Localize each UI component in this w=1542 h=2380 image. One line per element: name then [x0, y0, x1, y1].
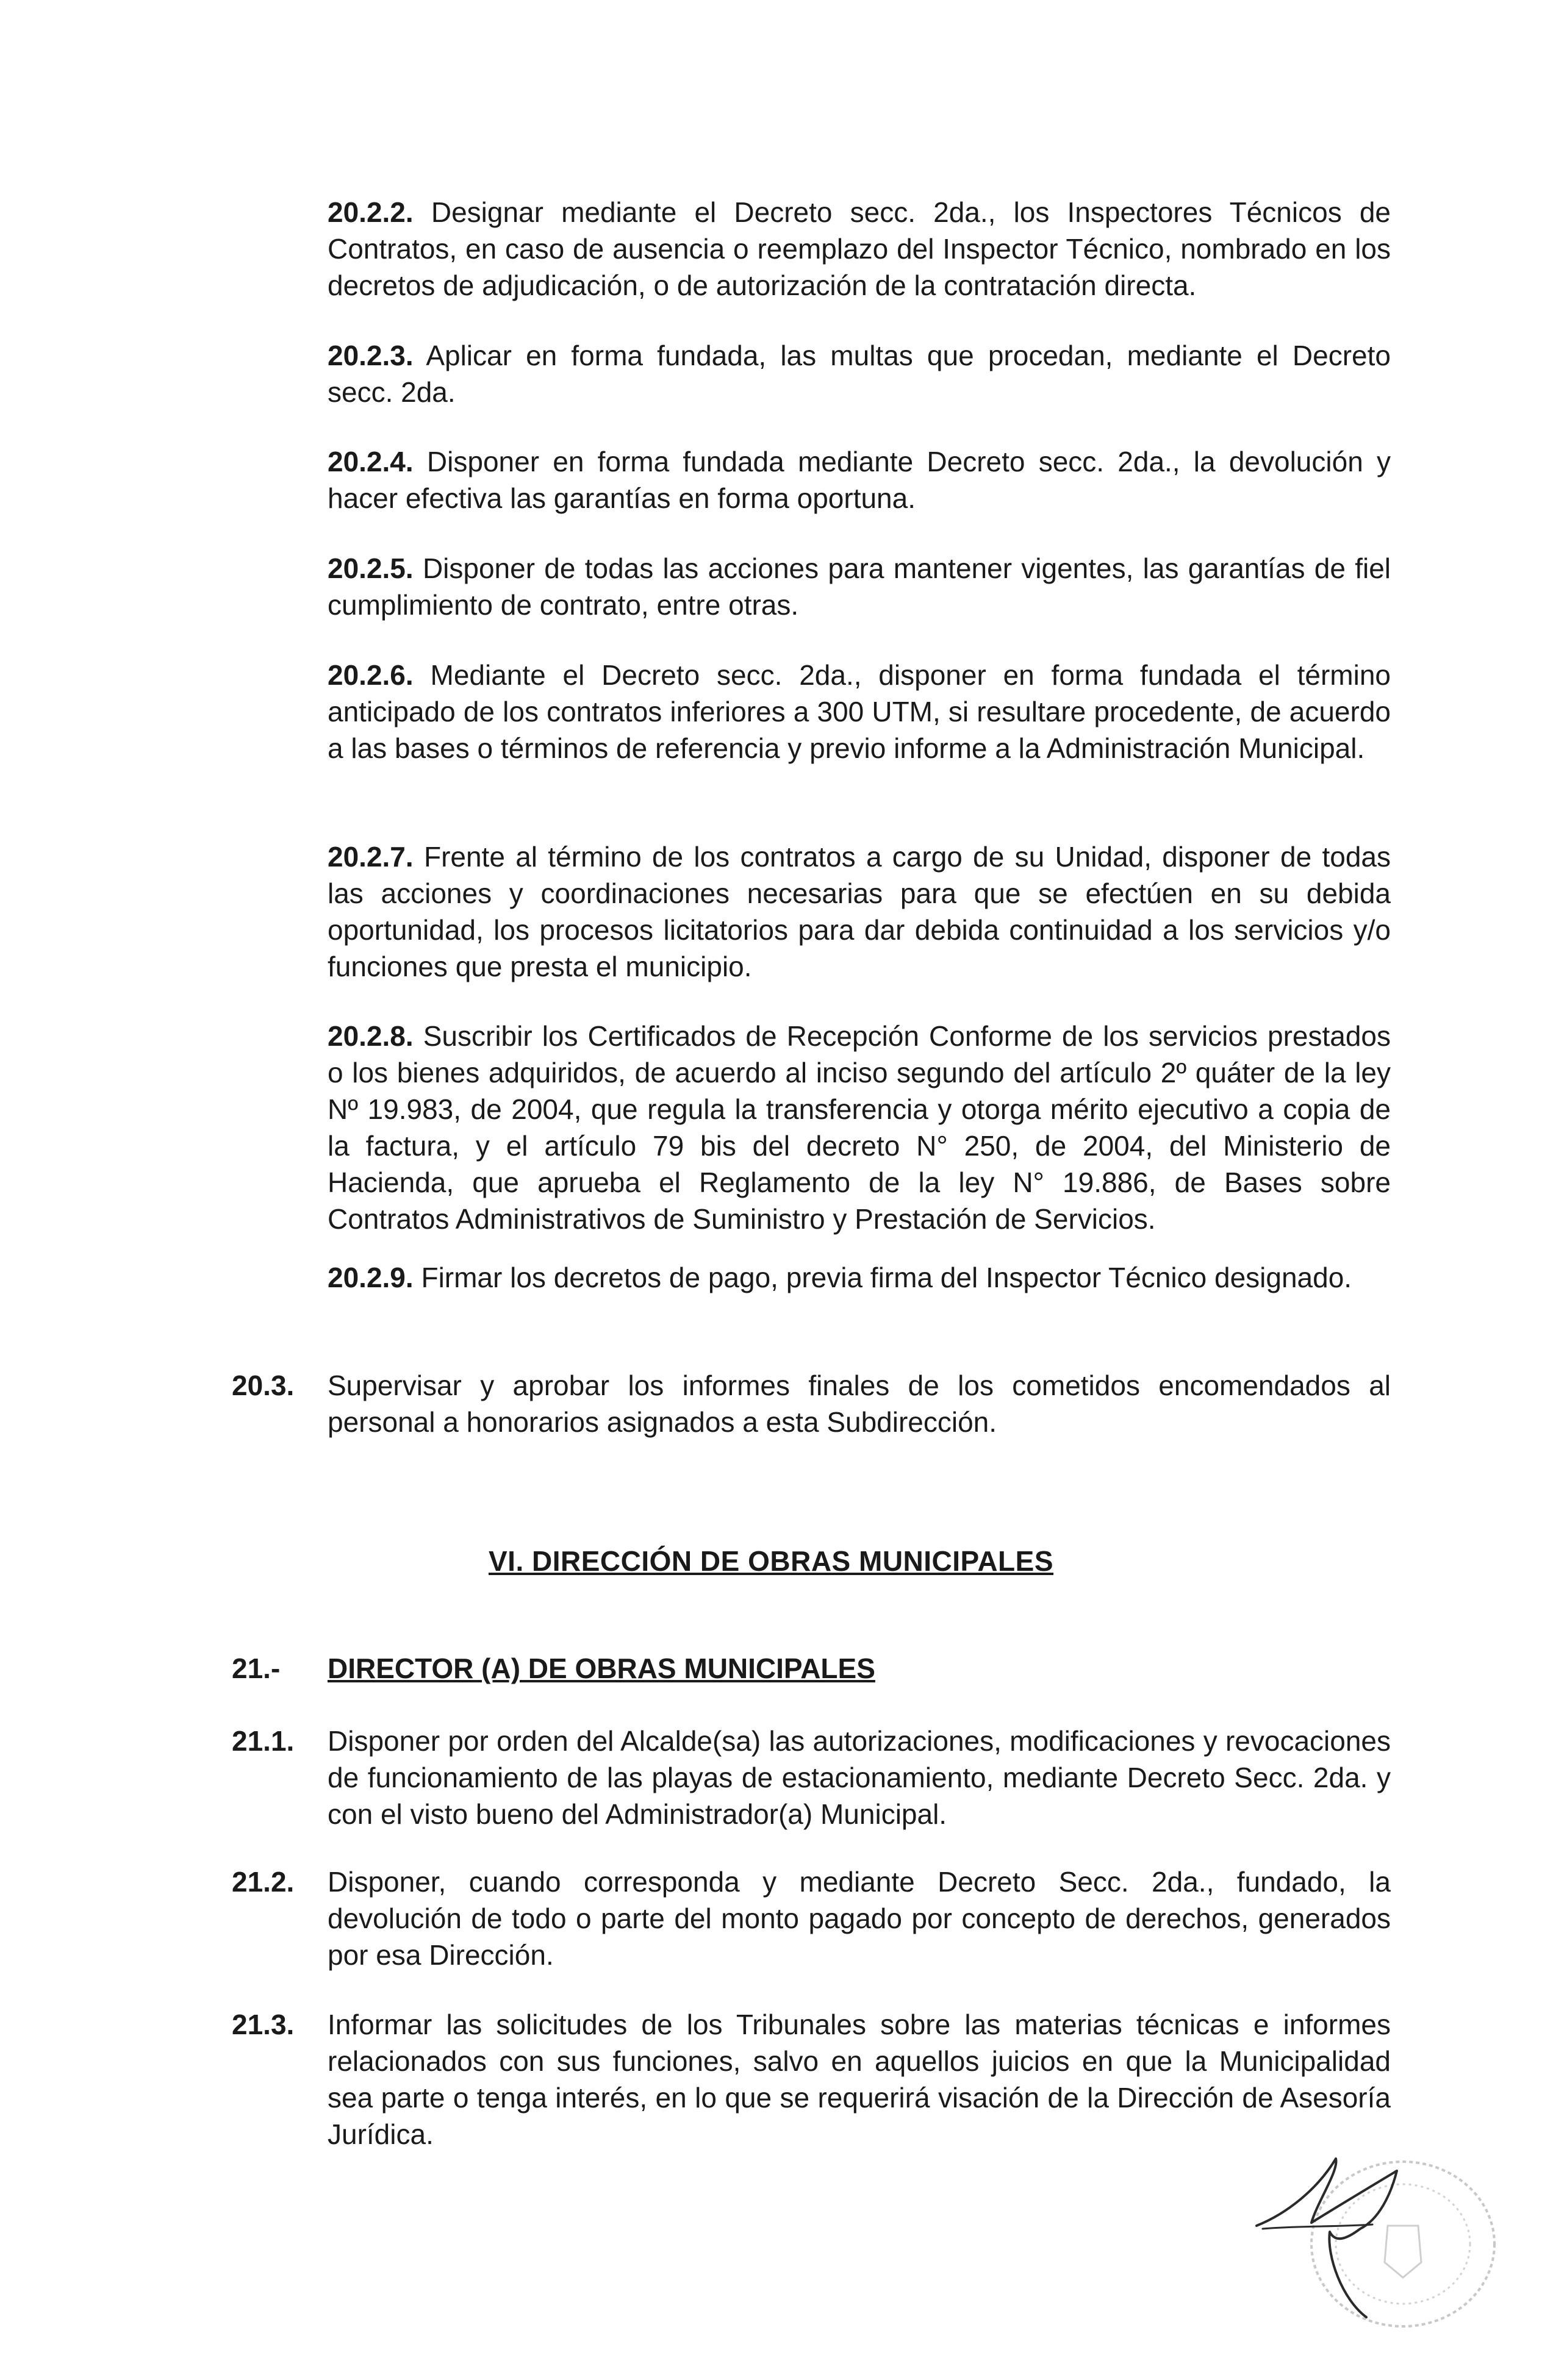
clause-20-2-9 [328, 1259, 1391, 1296]
clause-number: 20.2.2. [328, 196, 414, 228]
stamp-emblem [1385, 2226, 1421, 2278]
clause-number: 21.2. [232, 1866, 295, 1898]
clause-text: Disponer, cuando corresponda y mediante Decreto Secc. 2da., fundado, la devolución de todo o parte del monto pagado por concepto de derechos, generados por esa Dirección. [328, 1866, 1391, 1971]
clause-20-2-6 [328, 657, 1391, 767]
clause-number: 20.2.5. [328, 552, 414, 584]
clause-20-2-5 [328, 550, 1391, 623]
clause-20-2-7 [328, 838, 1391, 985]
clause-text: Informar las solicitudes de los Tribunales sobre las materias técnicas e informes relacionados con sus funciones, salvo en aquellos juicios en que la Municipalidad sea parte o tenga interés, en lo que se requerirá visación de la Dirección de Asesoría Jurídica. [328, 2009, 1391, 2150]
clause-number: 20.2.7. [328, 841, 414, 873]
clause-number: 21.1. [232, 1725, 295, 1757]
clause-text: Mediante el Decreto secc. 2da., disponer en forma fundada el término anticipado de los contratos inferiores a 300 UTM, si resultare procedente, de acuerdo a las bases o términos de referencia y previo informe a la Administración Municipal. [328, 659, 1391, 764]
clause-number: 20.2.3. [328, 340, 414, 371]
clause-20-2-3 [328, 337, 1391, 410]
section-heading: VI. DIRECCIÓN DE OBRAS MUNICIPALES [489, 1545, 1053, 1577]
clause-number: 21.- [232, 1653, 281, 1684]
clause-text: Firmar los decretos de pago, previa firma del Inspector Técnico designado. [421, 1262, 1352, 1293]
clause-number: 20.2.9. [328, 1262, 414, 1293]
signature-stamp-image [1244, 2122, 1501, 2342]
clause-text: Disponer de todas las acciones para mantener vigentes, las garantías de fiel cumplimiento de contrato, entre otras. [328, 552, 1391, 621]
clause-text: Suscribir los Certificados de Recepción Conforme de los servicios prestados o los bienes adquiridos, de acuerdo al inciso segundo del artículo 2º quáter de la ley Nº 19.983, de 2004, que regula la transferencia y otorga mérito ejecutivo a copia de la factura, y el artículo 79 bis del decreto N° 250, de 2004, del Ministerio de Hacienda, que aprueba el Reglamento de la ley N° 19.886, de Bases sobre Contratos Administrativos de Suministro y Prestación de Servicios. [328, 1020, 1391, 1235]
clause-text: Designar mediante el Decreto secc. 2da., los Inspectores Técnicos de Contratos, en caso de ausencia o reemplazo del Inspector Técnico, nombrado en los decretos de adjudicación, o de autorización de la contratación directa. [328, 196, 1391, 301]
clause-number: 20.2.6. [328, 659, 414, 691]
clause-text: Frente al término de los contratos a cargo de su Unidad, disponer de todas las acciones y coordinaciones necesarias para que se efectúen en su debida oportunidad, los procesos licitatorios para dar debida continuidad a los servicios y/o funciones que presta el municipio. [328, 841, 1391, 982]
stamp-outer-ring [1311, 2162, 1494, 2326]
stamp-inner-ring [1336, 2184, 1470, 2304]
clause-text: Disponer por orden del Alcalde(sa) las autorizaciones, modificaciones y revocaciones de funcionamiento de las playas de estacionamiento, mediante Decreto Secc. 2da. y con el visto bueno del Administrador(a) Municipal. [328, 1725, 1391, 1830]
clause-20-2-2 [328, 194, 1391, 304]
clause-number: 21.3. [232, 2009, 295, 2040]
subsection-title: DIRECTOR (A) DE OBRAS MUNICIPALES [328, 1653, 875, 1684]
clause-20-2-4 [328, 443, 1391, 516]
signature-stroke [1257, 2159, 1397, 2317]
clause-text: Supervisar y aprobar los informes finales de los cometidos encomendados al personal a honorarios asignados a esta Subdirección. [328, 1370, 1391, 1438]
clause-text: Disponer en forma fundada mediante Decreto secc. 2da., la devolución y hacer efectiva las garantías en forma oportuna. [328, 446, 1391, 514]
clause-number: 20.2.8. [328, 1020, 414, 1052]
signature-underline [1263, 2225, 1372, 2229]
clause-20-2-8 [328, 1018, 1391, 1237]
clause-text: Aplicar en forma fundada, las multas que procedan, mediante el Decreto secc. 2da. [328, 340, 1391, 408]
clause-number: 20.3. [232, 1370, 295, 1401]
clause-number: 20.2.4. [328, 446, 414, 477]
